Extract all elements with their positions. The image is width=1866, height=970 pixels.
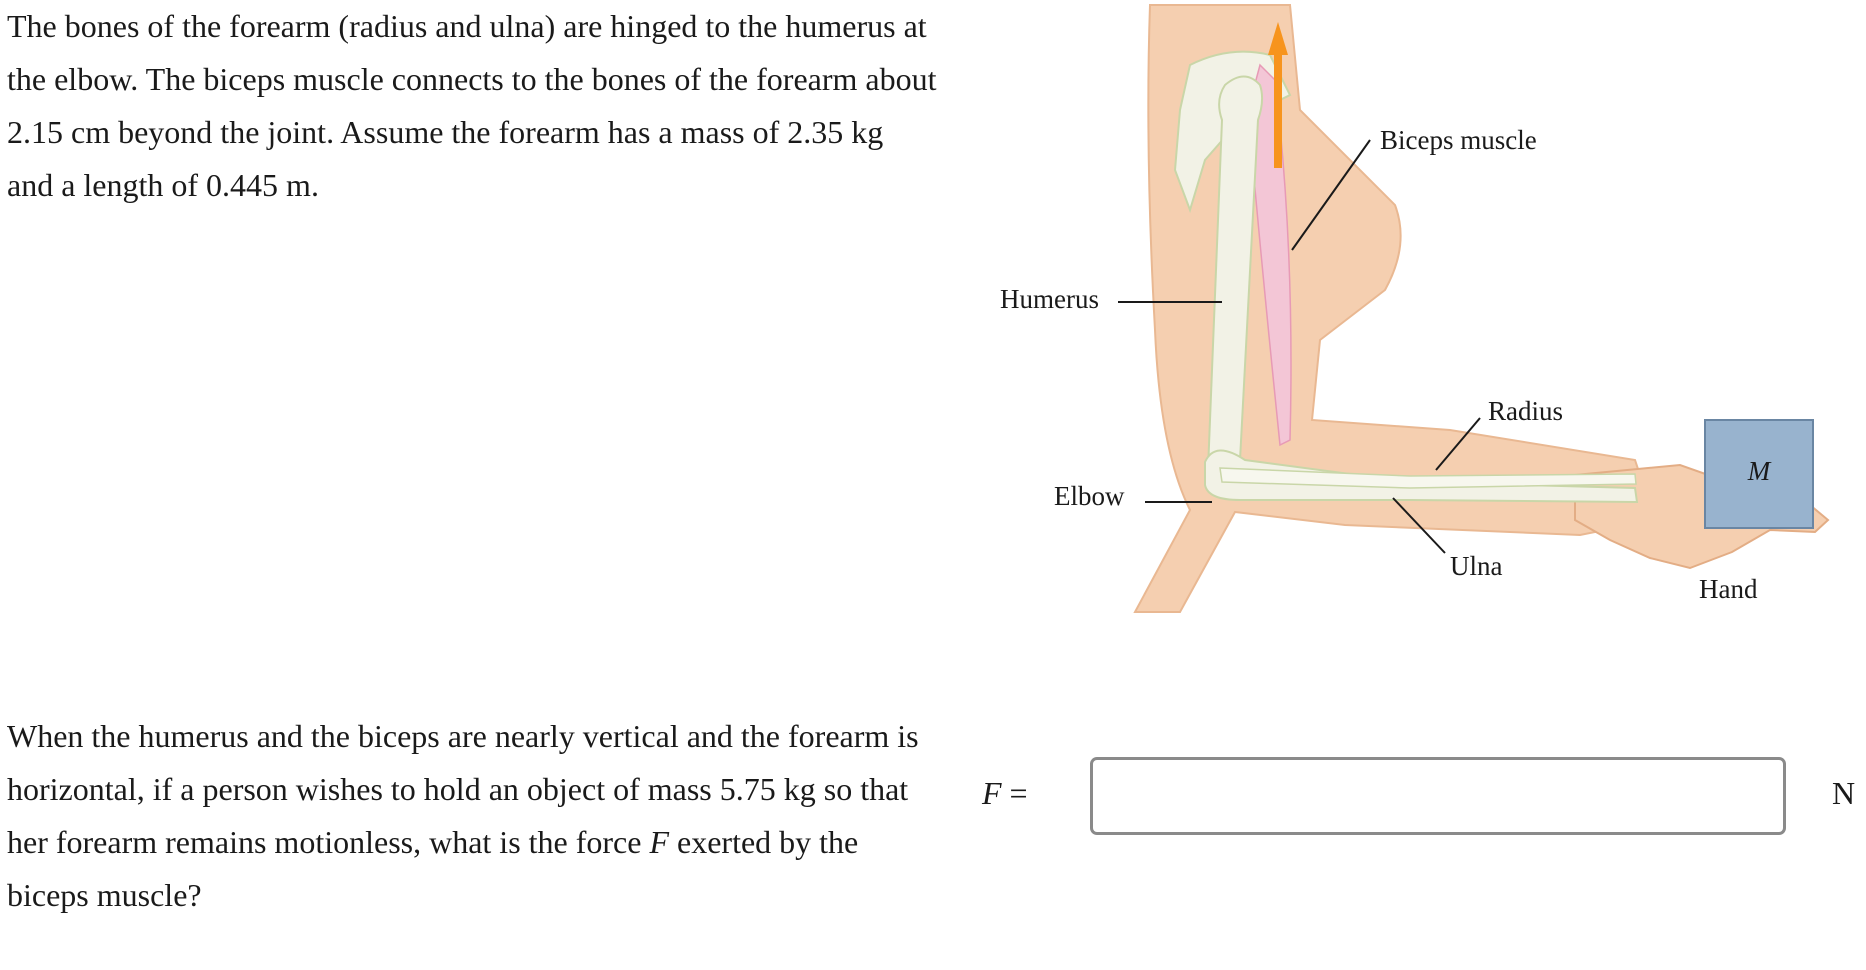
ulna-label: Ulna: [1450, 551, 1503, 581]
answer-equals: =: [1009, 775, 1028, 811]
unit-label: N: [1832, 775, 1856, 811]
force-answer-input[interactable]: [1090, 757, 1786, 835]
forearm-diagram: [990, 0, 1866, 620]
question-text-1: When the humerus and the biceps are nearly vertical and the forearm is horizontal, if a person wishes to hold an object of mass 5.75 kg so that her forearm remains motionless, what is the force: [7, 718, 919, 860]
answer-variable: F: [982, 775, 1002, 811]
radius-label: Radius: [1488, 396, 1564, 426]
question-variable: F: [649, 824, 669, 860]
biceps-label: Biceps muscle: [1380, 125, 1537, 155]
force-arrow-shaft: [1274, 50, 1282, 168]
answer-label: [982, 775, 1028, 812]
question-text-2: exerted by the biceps muscle?: [7, 824, 859, 913]
answer-row: [0, 755, 1866, 845]
humerus-label: Humerus: [1000, 284, 1099, 314]
elbow-label: Elbow: [1054, 481, 1125, 511]
mass-label: M: [1747, 456, 1771, 486]
hand-label: Hand: [1699, 574, 1758, 604]
problem-intro: The bones of the forearm (radius and ulna) are hinged to the humerus at the elbow. The biceps muscle connects to the bones of the forearm about 2.15 cm beyond the joint. Assume the forearm has a mass of 2.35 kg and a length of 0.445 m.: [7, 8, 937, 203]
